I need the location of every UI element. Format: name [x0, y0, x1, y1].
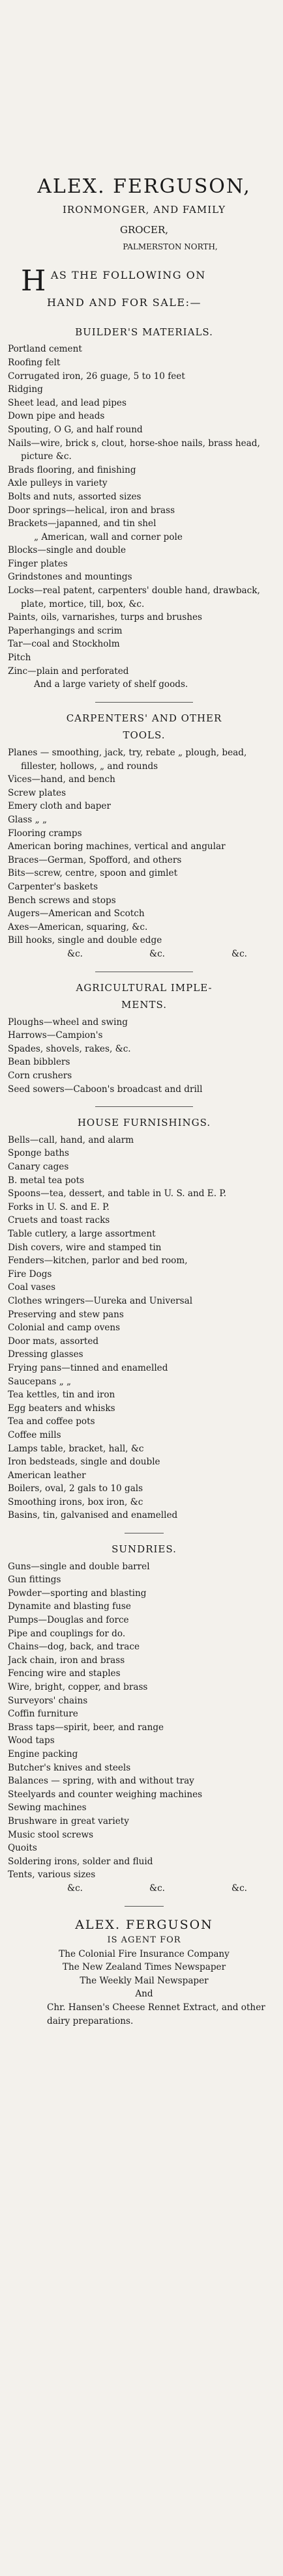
etc-text: &c. [231, 948, 248, 959]
list-item: Bench screws and stops [8, 895, 116, 906]
etc-text: &c. [149, 1883, 166, 1894]
list-item: Tea and coffee pots [8, 1416, 95, 1427]
carpenters-heading-2: TOOLS. [123, 729, 166, 742]
list-item: Iron bedsteads, single and double [8, 1457, 160, 1468]
list-item: Corn crushers [8, 1071, 72, 1082]
house-heading: HOUSE FURNISHINGS. [77, 1117, 211, 1129]
list-item: Boilers, oval, 2 gals to 10 gals [8, 1483, 143, 1494]
list-item: „ American, wall and corner pole [34, 531, 183, 542]
list-item: Egg beaters and whisks [8, 1403, 115, 1414]
list-item: Forks in U. S. and E. P. [8, 1201, 110, 1212]
list-item: Corrugated iron, 26 guage, 5 to 10 feet [8, 371, 185, 382]
list-item: Sponge baths [8, 1148, 70, 1159]
list-item: Axle pulleys in variety [8, 478, 108, 489]
trade-line: IRONMONGER, AND FAMILY [62, 204, 226, 216]
builders-heading: BUILDER'S MATERIALS. [75, 326, 213, 338]
list-item: Steelyards and counter weighing machines [8, 1789, 203, 1800]
agency-line: And [135, 1989, 153, 2000]
list-item: Roofing felt [8, 357, 61, 368]
etc-text: &c. [231, 1883, 248, 1894]
list-item: Wood taps [8, 1735, 55, 1746]
list-item: Preserving and stew pans [8, 1309, 124, 1320]
list-item: Brackets—japanned, and tin shel [8, 518, 156, 529]
list-item: Smoothing irons, box iron, &c [8, 1496, 143, 1507]
list-item: Canary cages [8, 1162, 69, 1173]
list-item: Dish covers, wire and stamped tin [8, 1242, 162, 1253]
list-item: Chains—dog, back, and trace [8, 1642, 140, 1653]
section-divider [95, 1106, 193, 1107]
list-item: Ridging [8, 384, 43, 395]
list-item: Spades, shovels, rakes, &c. [8, 1043, 131, 1054]
list-item: Door mats, assorted [8, 1336, 99, 1347]
list-item: Spouting, O G, and half round [8, 424, 143, 435]
list-item: Bean bibblers [8, 1057, 70, 1068]
list-item: Blocks—single and double [8, 545, 127, 556]
list-item: Fire Dogs [8, 1268, 52, 1280]
list-item: Down pipe and heads [8, 411, 105, 422]
list-item: Quoits [8, 1843, 37, 1854]
list-item: Harrows—Campion's [8, 1030, 103, 1041]
list-item: Bits—screw, centre, spoon and gimlet [8, 868, 178, 879]
list-item: Nails—wire, brick s, clout, horse-shoe nails, brass head, picture &c. [8, 438, 260, 462]
carpenters-list [8, 746, 280, 961]
list-item: B. metal tea pots [8, 1175, 85, 1186]
list-item: Grindstones and mountings [8, 572, 132, 583]
list-item: American leather [8, 1470, 86, 1481]
list-item: Bells—call, hand, and alarm [8, 1134, 134, 1145]
list-item: Seed sowers—Caboon's broadcast and drill [8, 1084, 203, 1095]
list-item: Paints, oils, varnarishes, turps and brushes [8, 612, 203, 623]
list-item: Brushware in great variety [8, 1815, 129, 1827]
list-item: Balances — spring, with and without tray [8, 1776, 194, 1787]
list-item: Surveyors' chains [8, 1695, 88, 1706]
list-item: Emery cloth and baper [8, 801, 111, 812]
list-item: Pumps—Douglas and force [8, 1615, 129, 1626]
list-item: Brass taps—spirit, beer, and range [8, 1722, 164, 1733]
list-item: Sheet lead, and lead pipes [8, 397, 127, 408]
intro-text [21, 264, 280, 311]
intro-line-1: AS THE FOLLOWING ON [50, 268, 206, 281]
list-item: Sewing machines [8, 1802, 87, 1813]
list-item: Powder—sporting and blasting [8, 1588, 147, 1599]
list-item: Axes—American, squaring, &c. [8, 921, 148, 932]
list-item: Vices—hand, and bench [8, 774, 115, 785]
list-item: Basins, tin, galvanised and enamelled [8, 1510, 178, 1521]
list-item: Screw plates [8, 787, 67, 798]
list-item: Gun fittings [8, 1575, 61, 1586]
list-item: Pipe and couplings for do. [8, 1628, 126, 1639]
sundries-list [8, 1560, 280, 1896]
list-item: Finger plates [8, 558, 68, 569]
list-item: Fencing wire and staples [8, 1668, 121, 1679]
carpenters-heading: CARPENTERS' AND OTHER [66, 712, 222, 724]
list-item: And a large variety of shelf goods. [34, 679, 188, 690]
list-item: Jack chain, iron and brass [8, 1655, 125, 1666]
etc-text: &c. [149, 948, 166, 959]
list-item: Bolts and nuts, assorted sizes [8, 491, 142, 502]
list-item: Coffee mills [8, 1429, 61, 1440]
list-item: Coal vases [8, 1282, 56, 1293]
house-list [8, 1134, 280, 1522]
agency-label: IS AGENT FOR [107, 1935, 181, 1946]
list-item: Zinc—plain and perforated [8, 665, 129, 677]
etc-line [8, 947, 280, 961]
agricultural-list [8, 1016, 280, 1097]
list-item: Tea kettles, tin and iron [8, 1390, 115, 1401]
list-item: Tar—coal and Stockholm [8, 639, 120, 650]
list-item: Carpenter's baskets [8, 881, 98, 892]
list-item: Portland cement [8, 344, 82, 355]
list-item: Music stool screws [8, 1829, 94, 1840]
list-item: Clothes wringers—Uureka and Universal [8, 1295, 193, 1306]
etc-text: &c. [67, 948, 83, 959]
list-item: Locks—real patent, carpenters' double hand, drawback, plate, mortice, till, box, &c. [8, 585, 260, 609]
list-item: Planes — smoothing, jack, try, rebate „ plough, bead, fillester, hollows, „ and rounds [8, 748, 247, 772]
agricultural-heading: AGRICULTURAL IMPLE- [76, 981, 213, 994]
list-item: Butcher's knives and steels [8, 1762, 131, 1773]
list-item: Fenders—kitchen, parlor and bed room, [8, 1255, 188, 1267]
etc-text: &c. [67, 1883, 83, 1894]
list-item: Dressing glasses [8, 1349, 83, 1360]
trade-line-2: GROCER, [119, 223, 169, 236]
etc-line [8, 1882, 280, 1896]
list-item: Pitch [8, 652, 31, 664]
list-item: Braces—German, Spofford, and others [8, 854, 182, 865]
list-item: Table cutlery, a large assortment [8, 1229, 156, 1239]
section-divider [125, 1906, 164, 1907]
place-name: PALMERSTON NORTH, [123, 242, 218, 252]
agency-line: The New Zealand Times Newspaper [62, 1962, 226, 1973]
merchant-name: ALEX. FERGUSON, [37, 175, 251, 198]
sundries-heading: SUNDRIES. [112, 1543, 177, 1556]
list-item: Frying pans—tinned and enamelled [8, 1362, 168, 1373]
list-item: Paperhangings and scrim [8, 625, 123, 636]
advertisement-column [8, 0, 280, 2576]
list-item: Wire, bright, copper, and brass [8, 1682, 148, 1692]
list-item: Brads flooring, and finishing [8, 464, 136, 475]
list-item: Soldering irons, solder and fluid [8, 1856, 153, 1867]
section-divider [95, 702, 193, 703]
list-item: Tents, various sizes [8, 1869, 96, 1881]
list-item: Flooring cramps [8, 828, 82, 839]
list-item: Colonial and camp ovens [8, 1323, 121, 1334]
list-item: Spoons—tea, dessert, and table in U. S. and E. P. [8, 1188, 227, 1199]
list-item: Guns—single and double barrel [8, 1561, 150, 1572]
list-item: Bill hooks, single and double edge [8, 935, 162, 946]
agricultural-heading-2: MENTS. [121, 999, 167, 1011]
agency-line: Chr. Hansen's Cheese Rennet Extract, and other dairy preparations. [47, 2002, 265, 2026]
list-item: Door springs—helical, iron and brass [8, 505, 175, 516]
list-item: Coffin furniture [8, 1709, 78, 1720]
list-item: Glass „ „ [8, 814, 47, 825]
builders-list [8, 343, 280, 691]
list-item: American boring machines, vertical and angular [8, 841, 226, 852]
list-item: Dynamite and blasting fuse [8, 1601, 131, 1612]
list-item: Cruets and toast racks [8, 1215, 110, 1226]
list-item: Lamps table, bracket, hall, &c [8, 1443, 144, 1454]
intro-line-2: HAND AND FOR SALE:— [47, 296, 201, 309]
list-item: Engine packing [8, 1748, 78, 1759]
list-item: Saucepans „ „ [8, 1376, 72, 1387]
agency-name: ALEX. FERGUSON [75, 1917, 213, 1932]
list-item: Ploughs—wheel and swing [8, 1016, 128, 1028]
agency-line: The Colonial Fire Insurance Company [59, 1948, 230, 1959]
list-item: Augers—American and Scotch [8, 908, 145, 919]
drop-cap: H [21, 264, 47, 298]
agency-line: The Weekly Mail Newspaper [80, 1975, 209, 1986]
agency-list [8, 1948, 280, 2028]
